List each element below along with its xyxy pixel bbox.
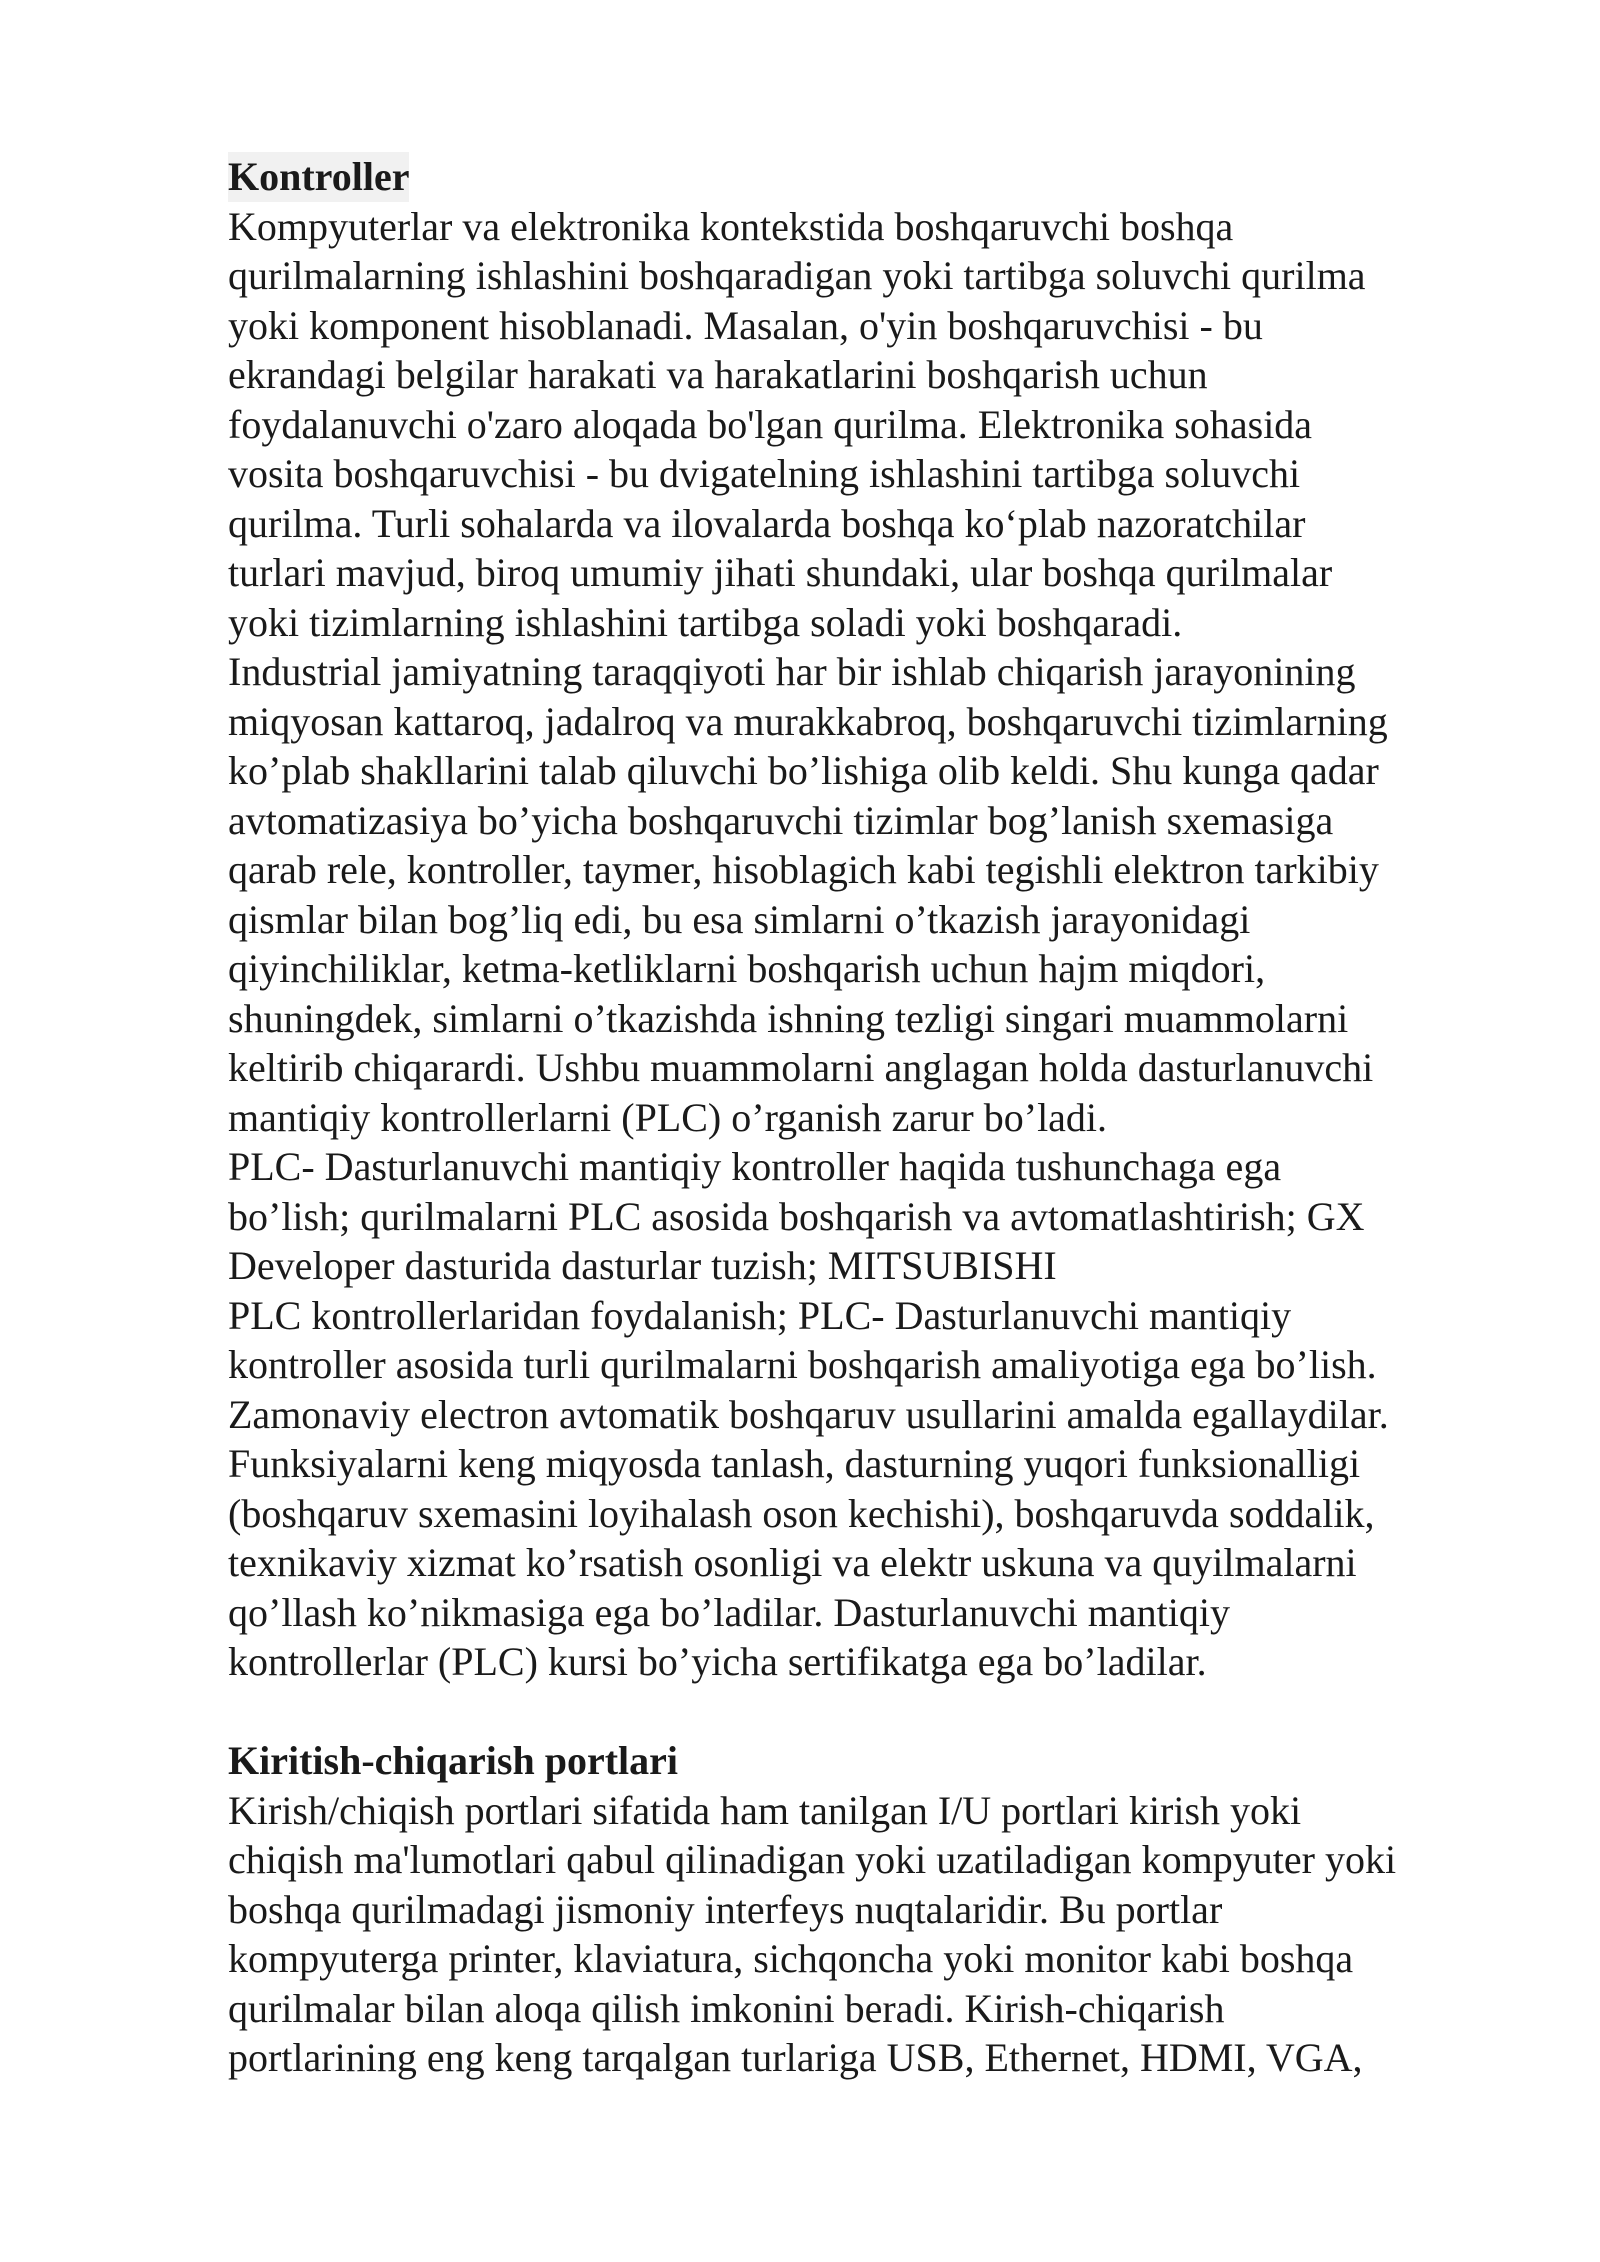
section-heading: Kontroller [228, 152, 409, 202]
section-io-ports [228, 1736, 1518, 2083]
paragraph: Kompyuterlar va elektronika kontekstida boshqaruvchi boshqa qurilmalarning ishlashini boshqaradigan yoki tartibga soluvchi qurilma yoki komponent hisoblanadi. Masalan, o'yin boshqaruvchisi - bu ekrandagi belgilar harakati va harakatlarini boshqarish uchun foydalanuvchi o'zaro aloqada bo'lgan qurilma. Elektronika sohasida vosita boshqaruvchisi - bu dvigatelning ishlashini tartibga soluvchi qurilma. Turli sohalarda va ilovalarda boshqa koʻplab nazoratchilar turlari mavjud, biroq umumiy jihati shundaki, ular boshqa qurilmalar yoki tizimlarning ishlashini tartibga soladi yoki boshqaradi. [228, 203, 1366, 645]
document-body [228, 152, 1518, 2083]
paragraph: PLC- Dasturlanuvchi mantiqiy kontroller haqida tushunchaga ega bo’lish; qurilmalarni PLC asosida boshqarish va avtomatlashtirish; GX Developer dasturida dasturlar tuzish; MITSUBISHI PLC kontrollerlaridan foydalanish; PLC- Dasturlanuvchi mantiqiy kontroller asosida turli qurilmalarni boshqarish amaliyotiga ega bo’lish. Zamonaviy electron avtomatik boshqaruv usullarini amalda egallaydilar. Funksiyalarni keng miqyosda tanlash, dasturning yuqori funksionalligi (boshqaruv sxemasini loyihalash oson kechishi), boshqaruvda soddalik, texnikaviy xizmat ko’rsatish osonligi va elektr uskuna va quyilmalarni qo’llash ko’nikmasiga ega bo’ladilar. Dasturlanuvchi mantiqiy kontrollerlar (PLC) kursi bo’yicha sertifikatga ega bo’ladilar. [228, 1144, 1389, 1684]
section-kontroller [228, 152, 1518, 1687]
section-spacer [228, 1687, 1518, 1737]
paragraph: Kirish/chiqish portlari sifatida ham tanilgan I/U portlari kirish yoki chiqish ma'lumotlari qabul qilinadigan yoki uzatiladigan kompyuter yoki boshqa qurilmadagi jismoniy interfeys nuqtalaridir. Bu portlar kompyuterga printer, klaviatura, sichqoncha yoki monitor kabi boshqa qurilmalar bilan aloqa qilish imkonini beradi. Kirish-chiqarish portlarining eng keng tarqalgan turlariga USB, Ethernet, HDMI, VGA, [228, 1787, 1397, 2080]
section-heading: Kiritish-chiqarish portlari [228, 1738, 678, 1783]
paragraph: Industrial jamiyatning taraqqiyoti har bir ishlab chiqarish jarayonining miqyosan kattaroq, jadalroq va murakkabroq, boshqaruvchi tizimlarning ko’plab shakllarini talab qiluvchi bo’lishiga olib keldi. Shu kunga qadar avtomatizasiya bo’yicha boshqaruvchi tizimlar bog’lanish sxemasiga qarab rele, kontroller, taymer, hisoblagich kabi tegishli elektron tarkibiy qismlar bilan bog’liq edi, bu esa simlarni o’tkazish jarayonidagi qiyinchiliklar, ketma-ketliklarni boshqarish uchun hajm miqdori, shuningdek, simlarni o’tkazishda ishning tezligi singari muammolarni keltirib chiqarardi. Ushbu muammolarni anglagan holda dasturlanuvchi mantiqiy kontrollerlarni (PLC) o’rganish zarur bo’ladi. [228, 649, 1388, 1140]
